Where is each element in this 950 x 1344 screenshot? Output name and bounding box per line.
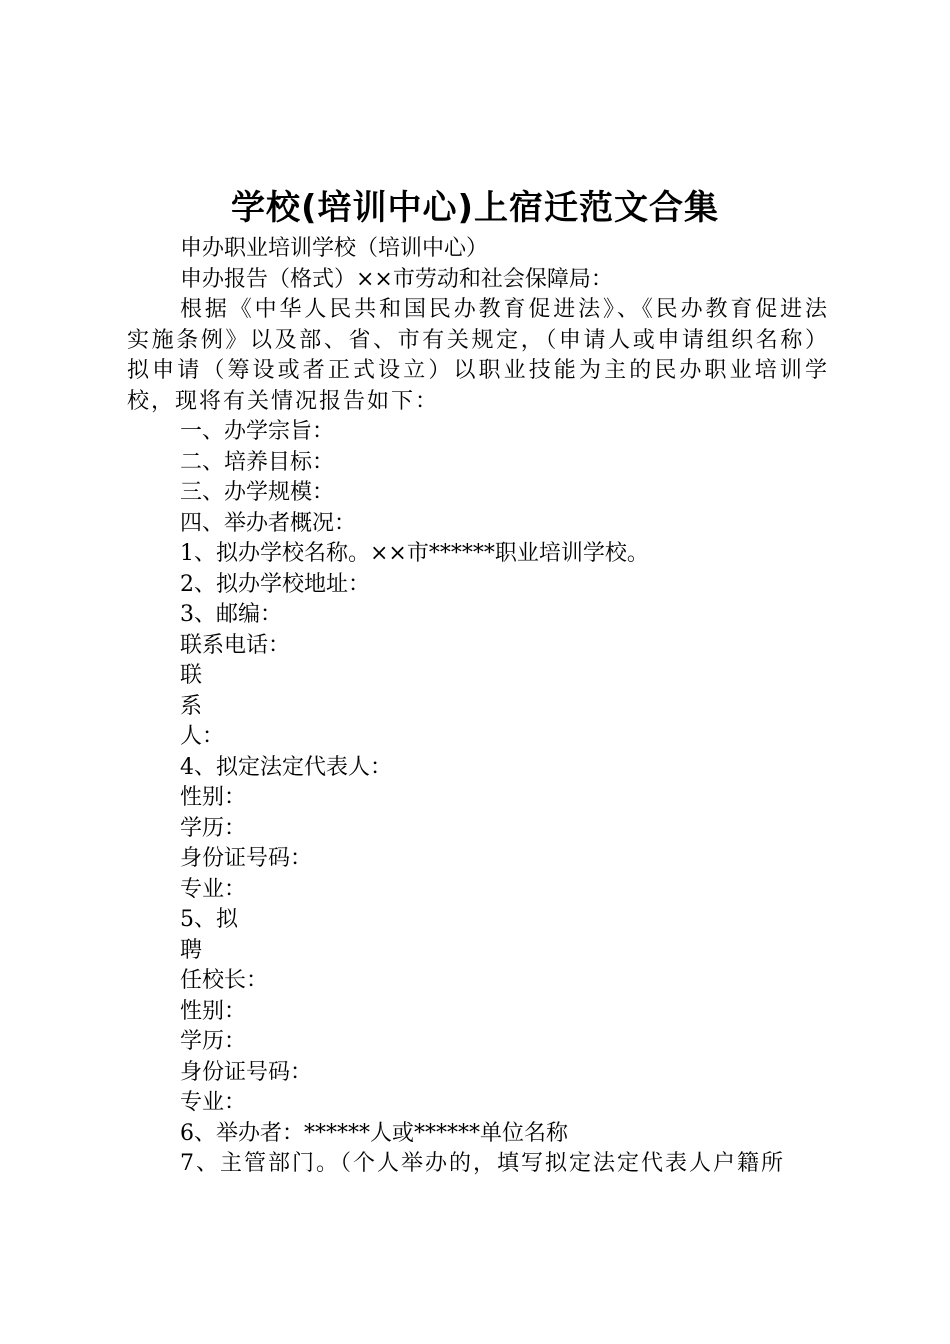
- field-label: 聘: [180, 937, 203, 963]
- field-label: 学历：: [180, 815, 247, 841]
- list-item: 2、拟办学校地址：: [180, 571, 370, 597]
- paragraph-line: 申办报告（格式）××市劳动和社会保障局：: [180, 266, 613, 292]
- field-label: 性别：: [180, 785, 247, 810]
- section-heading: 二、培养目标：: [180, 449, 335, 475]
- list-item: 5、拟: [180, 907, 238, 932]
- field-label: 联: [180, 663, 203, 688]
- list-item: 4、拟定法定代表人：: [180, 754, 392, 780]
- list-item: 6、举办者：******人或******单位名称: [180, 1120, 568, 1146]
- document-body: [127, 234, 829, 1180]
- document-title: 学校(培训中心)上宿迁范文合集: [230, 188, 720, 228]
- field-label: 人：: [180, 724, 225, 749]
- field-label: 身份证号码：: [180, 1059, 313, 1085]
- list-item: 7、主管部门。（个人举办的，填写拟定法定代表人户籍所: [180, 1151, 785, 1176]
- field-label: 性别：: [180, 998, 247, 1024]
- field-label: 身份证号码：: [180, 846, 313, 871]
- field-label: 专业：: [180, 1090, 247, 1115]
- section-heading: 一、办学宗旨：: [180, 419, 335, 444]
- paragraph-line: 申办职业培训学校（培训中心）: [180, 236, 489, 261]
- paragraph-body: 根据《中华人民共和国民办教育促进法》、《民办教育促进法实施条例》以及部、省、市有关规定，（申请人或申请组织名称）拟申请（筹设或者正式设立）以职业技能为主的民办职业培训学校，现将有关情况报告如下：: [127, 297, 829, 414]
- field-label: 联系电话：: [180, 632, 291, 658]
- field-label: 学历：: [180, 1029, 247, 1054]
- list-item: 1、拟办学校名称。××市******职业培训学校。: [180, 541, 649, 566]
- section-heading: 三、办学规模：: [180, 480, 335, 505]
- field-label: 任校长：: [180, 968, 269, 993]
- list-item: 3、邮编：: [180, 602, 282, 627]
- field-label: 专业：: [180, 876, 247, 902]
- section-heading: 四、举办者概况：: [180, 510, 357, 536]
- field-label: 系: [180, 693, 203, 719]
